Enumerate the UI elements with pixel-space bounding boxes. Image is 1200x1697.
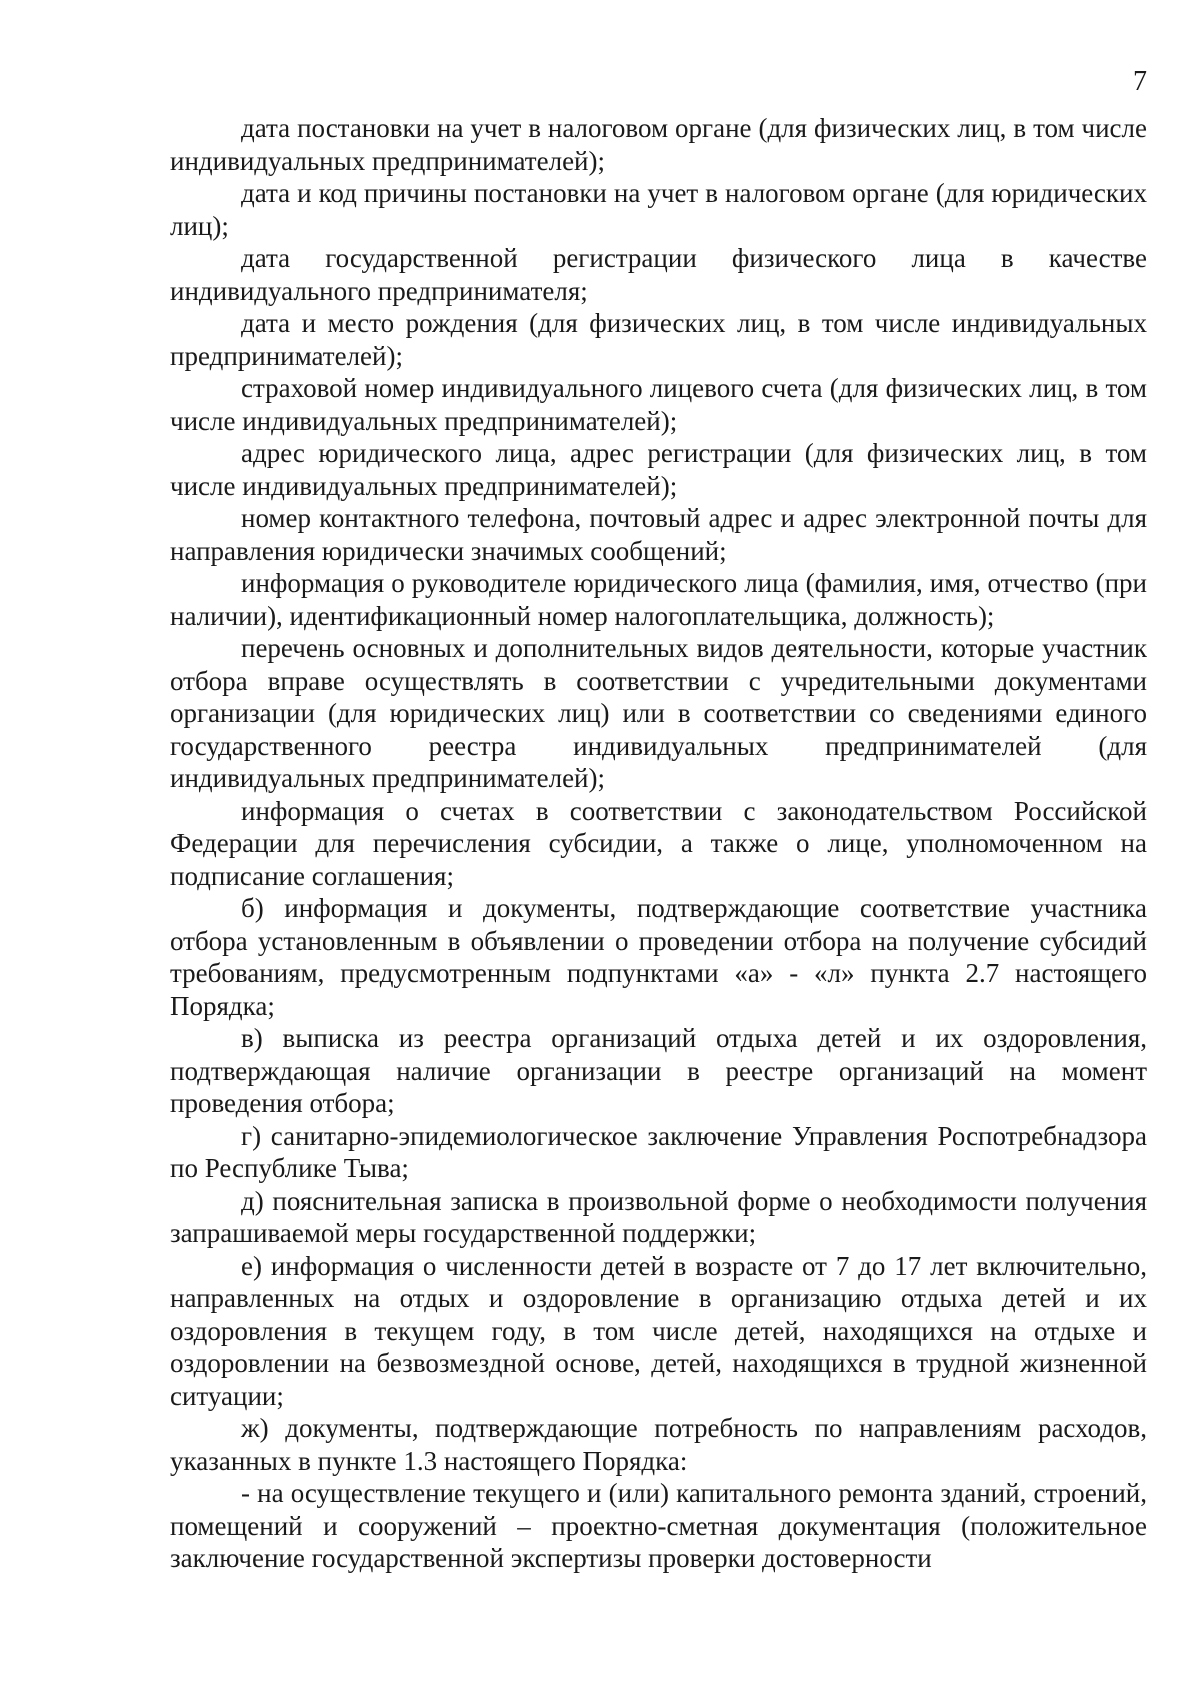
paragraph-item-d: д) пояснительная записка в произвольной форме о необходимости получения запрашиваемой меры государственной поддержки;: [170, 1185, 1147, 1248]
paragraph-insurance-number: страховой номер индивидуального лицевого счета (для физических лиц, в том числе индивидуальных предпринимателей);: [170, 373, 1147, 436]
paragraph-item-zh: ж) документы, подтверждающие потребность по направлениям расходов, указанных в пункте 1.3 настоящего Порядка:: [170, 1413, 1147, 1476]
page-number: 7: [1133, 66, 1147, 97]
paragraph-item-v: в) выписка из реестра организаций отдыха детей и их оздоровления, подтверждающая наличие организации в реестре организаций на момент проведения отбора;: [170, 1023, 1147, 1118]
paragraph-state-registration-date: дата государственной регистрации физического лица в качестве индивидуального предпринимателя;: [170, 243, 1147, 306]
document-body: [170, 112, 1147, 1575]
paragraph-activity-types: перечень основных и дополнительных видов деятельности, которые участник отбора вправе осуществлять в соответствии с учредительными документами организации (для юридических лиц) или в соответствии со сведениями единого государственного реестра индивидуальных предпринимателей (для индивидуальных предпринимателей);: [170, 633, 1147, 793]
paragraph-address: адрес юридического лица, адрес регистрации (для физических лиц, в том числе индивидуальных предпринимателей);: [170, 438, 1147, 501]
paragraph-item-g: г) санитарно-эпидемиологическое заключение Управления Роспотребнадзора по Республике Тыва;: [170, 1120, 1147, 1183]
paragraph-tax-registration-code: дата и код причины постановки на учет в налоговом органе (для юридических лиц);: [170, 178, 1147, 241]
paragraph-item-e: е) информация о численности детей в возрасте от 7 до 17 лет включительно, направленных на отдых и оздоровление в организацию отдыха детей и их оздоровления в текущем году, в том числе детей, находящихся на отдыхе и оздоровлении на безвозмездной основе, детей, находящихся в трудной жизненной ситуации;: [170, 1250, 1147, 1411]
paragraph-tax-registration-date: дата постановки на учет в налоговом органе (для физических лиц, в том числе индивидуальных предпринимателей);: [170, 113, 1147, 176]
paragraph-contacts: номер контактного телефона, почтовый адрес и адрес электронной почты для направления юридически значимых сообщений;: [170, 503, 1147, 566]
paragraph-head-info: информация о руководителе юридического лица (фамилия, имя, отчество (при наличии), идентификационный номер налогоплательщика, должность);: [170, 568, 1147, 631]
paragraph-repair-docs: - на осуществление текущего и (или) капитального ремонта зданий, строений, помещений и сооружений – проектно-сметная документация (положительное заключение государственной экспертизы проверки достоверности: [170, 1478, 1147, 1573]
paragraph-birth-date-place: дата и место рождения (для физических лиц, в том числе индивидуальных предпринимателей);: [170, 308, 1147, 371]
paragraph-item-b: б) информация и документы, подтверждающие соответствие участника отбора установленным в объявлении о проведении отбора на получение субсидий требованиям, предусмотренным подпунктами «а» - «л» пункта 2.7 настоящего Порядка;: [170, 893, 1147, 1021]
paragraph-accounts-info: информация о счетах в соответствии с законодательством Российской Федерации для перечисления субсидии, а также о лице, уполномоченном на подписание соглашения;: [170, 795, 1147, 891]
